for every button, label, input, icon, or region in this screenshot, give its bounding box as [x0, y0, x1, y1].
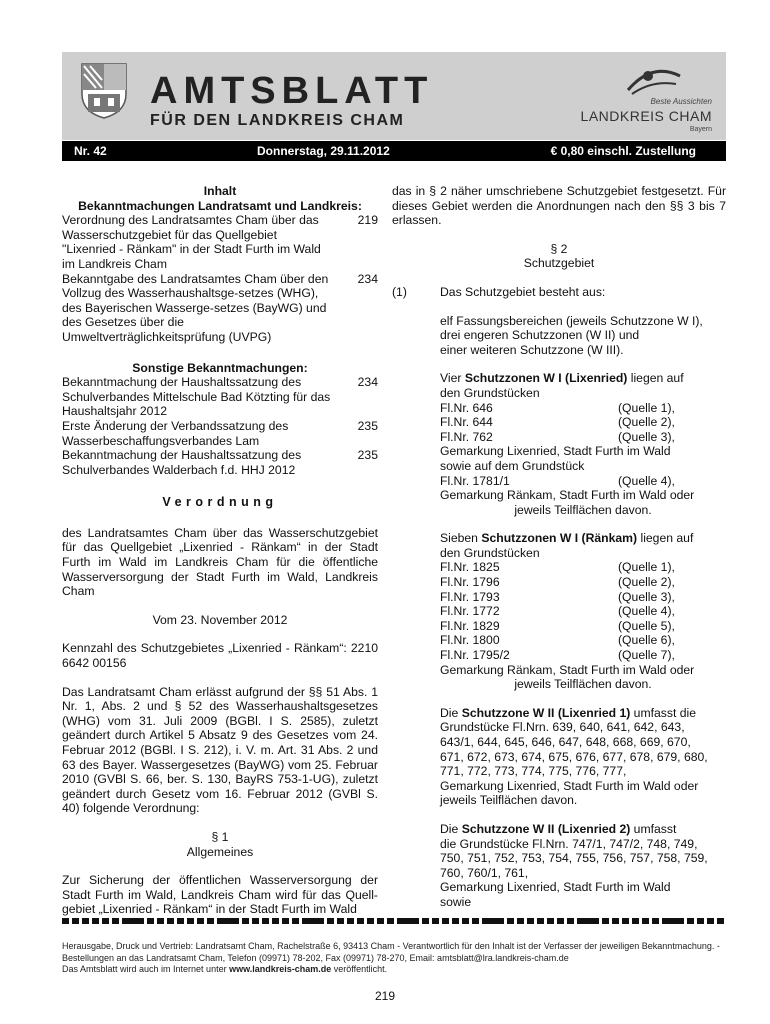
zone-list: elf Fassungsbereichen (jeweils Schutzzone W I), drei engeren Schutzzonen (W II) und einer weiteren Schutzzone (W III). Vier Schutzzonen W I (Lixenried) liegen auf den Grundstücken Fl.Nr. 646 (Quelle 1), Fl.Nr. 644 (Quelle 2), Fl.Nr. 762 (Quelle 3), Gemarkung Lixenried, Stadt Furth im Wald sowie auf dem Grundstück Fl.Nr. 1781/1 (Quelle 4), Gemarkung Ränkam, Stadt Furth im Wald oder jeweils Teilflächen davon. Sieben Schutzzonen W I (Ränkam) liegen auf den Grundstücken Fl.Nr. 1825 (Quelle 1), Fl.Nr. 1796 (Quelle 2), Fl.Nr. 1793 (Quelle 3), Fl.Nr. 1772 (Quelle 4), Fl.Nr. 1829 (Quelle 5), Fl.Nr. 1800 (Quelle 6), Fl.Nr. 1795/2 (Quelle 7), Gemarkung Ränkam, Stadt Furth im Wald oder jeweils Teilflächen davon. Die Schutzzone W II (Lixenried 1) umfasst die Grundstücke Fl.Nrn. 639, 640, 641, 642, 643, 643/1, 644, 645, 646, 647, 648, 668, 669, 670, 671, 672, 673, 674, 675, 676, 677, 678, 679, 680, 771, 772, 773, 774, 775, 776, 777, Gemarkung Lixenried, Stadt Furth im Wald oder jeweils Teilflächen davon. Die Schutzzone W II (Lixenried 2) umfasst die Grundstücke Fl.Nrn. 747/1, 747/2, 748, 749, 750, 751, 752, 753, 754, 755, 756, 757, 758, 759, 760, 760/1, 761, Gemarkung Lixenried, Stadt Furth im Wald sowie — [392, 314, 726, 910]
parcel-row: Fl.Nr. 646 (Quelle 1), — [440, 400, 675, 415]
footer-imprint — [62, 941, 726, 976]
left-column — [62, 184, 378, 917]
toc-entry: Bekanntgabe des Landratsamtes Cham über den Vollzug des Wasserhaushaltsge-setzes (WHG), des Bayerischen Wasserge-setzes (BayWG) und des Gesetzes über die Umweltverträglichkeitsprüfung (UVPG) 234 — [62, 271, 378, 344]
imprint-web: Das Amtsblatt wird auch im Internet unter www.landkreis-cham.de veröffentlicht. — [62, 964, 388, 974]
eye-logo-icon — [622, 66, 682, 98]
protection-area-code: Kennzahl des Schutzgebietes „Lixenried - Ränkam“: 2210 6642 00156 — [62, 641, 378, 671]
county-logo — [562, 66, 712, 132]
publication-title: AMTSBLATT — [150, 70, 434, 112]
masthead — [62, 52, 726, 140]
toc-section-heading: Sonstige Bekanntmachungen: — [132, 360, 308, 375]
county-crest-icon — [80, 62, 128, 120]
toc-page: 235 — [357, 448, 378, 463]
publication-subtitle: FÜR DEN LANDKREIS CHAM — [150, 112, 405, 129]
numbered-item: (1) Das Schutzgebiet besteht aus: — [392, 284, 606, 299]
parcel-row: Fl.Nr. 1772 (Quelle 4), — [440, 604, 675, 619]
regulation-intro: des Landratsamtes Cham über das Wasserschutzgebiet für das Quellgebiet „Lixenried - Ränkam“ in der Stadt Furth im Wald im Landkreis Cham für die öffentliche Wasserversorgung der Stadt Furth im Wald, Landkreis Cham — [62, 525, 378, 599]
toc-entry: Bekanntmachung der Haushaltssatzung des Schulverbandes Walderbach f.d. HHJ 2012 235 — [62, 448, 378, 477]
regulation-date: Vom 23. November 2012 — [152, 612, 288, 627]
continued-text: das in § 2 näher umschriebene Schutzgebiet festgesetzt. Für dieses Gebiet werden die Anordnungen nach den §§ 3 bis 7 erlassen. — [392, 184, 726, 228]
parcel-row: Fl.Nr. 1800 (Quelle 6), — [440, 633, 675, 648]
toc-entry: Bekanntmachung der Haushaltssatzung des Schulverbandes Mittelschule Bad Kötzting für das Haushaltsjahr 2012 234 — [62, 375, 378, 419]
toc-page: 219 — [357, 213, 378, 228]
regulation-heading: Verordnung — [162, 495, 278, 510]
paragraph-number: § 1 — [211, 829, 229, 844]
paragraph-body: Zur Sicherung der öffentlichen Wasserversorgung der Stadt Furth im Wald, Landkreis Cham wird für das Quell-gebiet „Lixenried - Ränkam“ in der Stadt Furth im Wald — [62, 873, 378, 917]
issue-price: € 0,80 einschl. Zustellung — [550, 144, 696, 158]
zone-block: Die Schutzzone W II (Lixenried 2) umfasst die Grundstücke Fl.Nrn. 747/1, 747/2, 748, 749, 750, 751, 752, 753, 754, 755, 756, 757, 758, 759, 760, 760/1, 761, Gemarkung Lixenried, Stadt Furth im Wald sowie — [440, 821, 708, 909]
parcel-row: Fl.Nr. 762 (Quelle 3), — [440, 429, 675, 444]
issue-date: Donnerstag, 29.11.2012 — [257, 144, 390, 158]
parcel-row: Fl.Nr. 1796 (Quelle 2), — [440, 575, 675, 590]
logo-name: LANDKREIS CHAM — [580, 108, 712, 124]
toc-entry: Verordnung des Landratsamtes Cham über das Wasserschutzgebiet für das Quellgebiet "Lixenried - Ränkam" in der Stadt Furth im Wald im Landkreis Cham 219 — [62, 213, 378, 271]
toc-page: 234 — [357, 271, 378, 286]
zone-block: Die Schutzzone W II (Lixenried 1) umfasst die Grundstücke Fl.Nrn. 639, 640, 641, 642, 643, 643/1, 644, 645, 646, 647, 648, 668, 669, 670, 671, 672, 673, 674, 675, 676, 677, 678, 679, 680, 771, 772, 773, 774, 775, 776, 777, Gemarkung Lixenried, Stadt Furth im Wald oder jeweils Teilflächen davon. — [440, 705, 708, 808]
legal-basis-text: Das Landratsamt Cham erlässt aufgrund der §§ 51 Abs. 1 Nr. 1, Abs. 2 und § 52 des Wasserhaushaltsgesetzes (WHG) vom 31. Juli 2009 (BGBl. I S. 2585), zuletzt geändert durch Artikel 5 Absatz 9 des Gesetzes vom 24. Februar 2012 (BGBl. I S. 212), i. V. m. Art. 31 Abs. 2 und 63 des Bayer. Wassergesetzes (BayWG) vom 25. Februar 2010 (GVBl S. 66, ber. S. 130, BayRS 753-1-UG), zuletzt geändert durch Gesetz vom 16. Februar 2012 (GVBl S. 40) folgende Verordnung: — [62, 684, 378, 816]
paragraph-title: Allgemeines — [186, 844, 254, 859]
toc-page: 234 — [357, 375, 378, 390]
parcel-row: Fl.Nr. 1825 (Quelle 1), — [440, 560, 675, 575]
right-column — [392, 184, 726, 910]
toc-entry: Erste Änderung der Verbandssatzung des Wasserbeschaffungsverbandes Lam 235 — [62, 418, 378, 448]
decorative-separator — [62, 918, 726, 924]
logo-state: Bayern — [689, 126, 712, 133]
paragraph-number: § 2 — [550, 241, 568, 256]
zone-block: Vier Schutzzonen W I (Lixenried) liegen auf den Grundstücken Fl.Nr. 646 (Quelle 1), Fl.Nr. 644 (Quelle 2), Fl.Nr. 762 (Quelle 3), Gemarkung Lixenried, Stadt Furth im Wald sowie auf dem Grundstück Fl.Nr. 1781/1 (Quelle 4), Gemarkung Ränkam, Stadt Furth im Wald oder jeweils Teilflächen davon. — [440, 371, 726, 517]
toc-section-heading: Bekanntmachungen Landratsamt und Landkreis: — [78, 198, 362, 213]
parcel-row: Fl.Nr. 644 (Quelle 2), — [440, 415, 675, 430]
parcel-row: Fl.Nr. 1793 (Quelle 3), — [440, 589, 675, 604]
issue-number: Nr. 42 — [74, 144, 107, 158]
parcel-row: Fl.Nr. 1781/1 (Quelle 4), — [440, 473, 675, 488]
paragraph-title: Schutzgebiet — [523, 256, 595, 271]
toc-page: 235 — [357, 418, 378, 433]
page-number: 219 — [374, 989, 396, 1003]
website-link[interactable]: www.landkreis-cham.de — [229, 964, 332, 974]
zone-block: Sieben Schutzzonen W I (Ränkam) liegen auf den Grundstücken Fl.Nr. 1825 (Quelle 1), Fl.Nr. 1796 (Quelle 2), Fl.Nr. 1793 (Quelle 3), Fl.Nr. 1772 (Quelle 4), Fl.Nr. 1829 (Quelle 5), Fl.Nr. 1800 (Quelle 6), Fl.Nr. 1795/2 (Quelle 7), Gemarkung Ränkam, Stadt Furth im Wald oder jeweils Teilflächen davon. — [440, 531, 726, 692]
issue-bar — [62, 141, 726, 161]
parcel-row: Fl.Nr. 1829 (Quelle 5), — [440, 618, 675, 633]
toc-title: Inhalt — [203, 184, 237, 198]
logo-slogan: Beste Aussichten — [650, 97, 712, 106]
imprint-text: Herausgabe, Druck und Vertrieb: Landratsamt Cham, Rachelstraße 6, 93413 Cham - Verantwortlich für den Inhalt ist der Verfasser der jeweiligen Bekanntmachung. - Bestellungen an das Landratsamt Cham, Telefon (09971) 78-202, Fax (09971) 78-270, Email: amtsblatt@lra.landkreis-cham.de — [62, 941, 720, 963]
parcel-row: Fl.Nr. 1795/2 (Quelle 7), — [440, 648, 675, 663]
